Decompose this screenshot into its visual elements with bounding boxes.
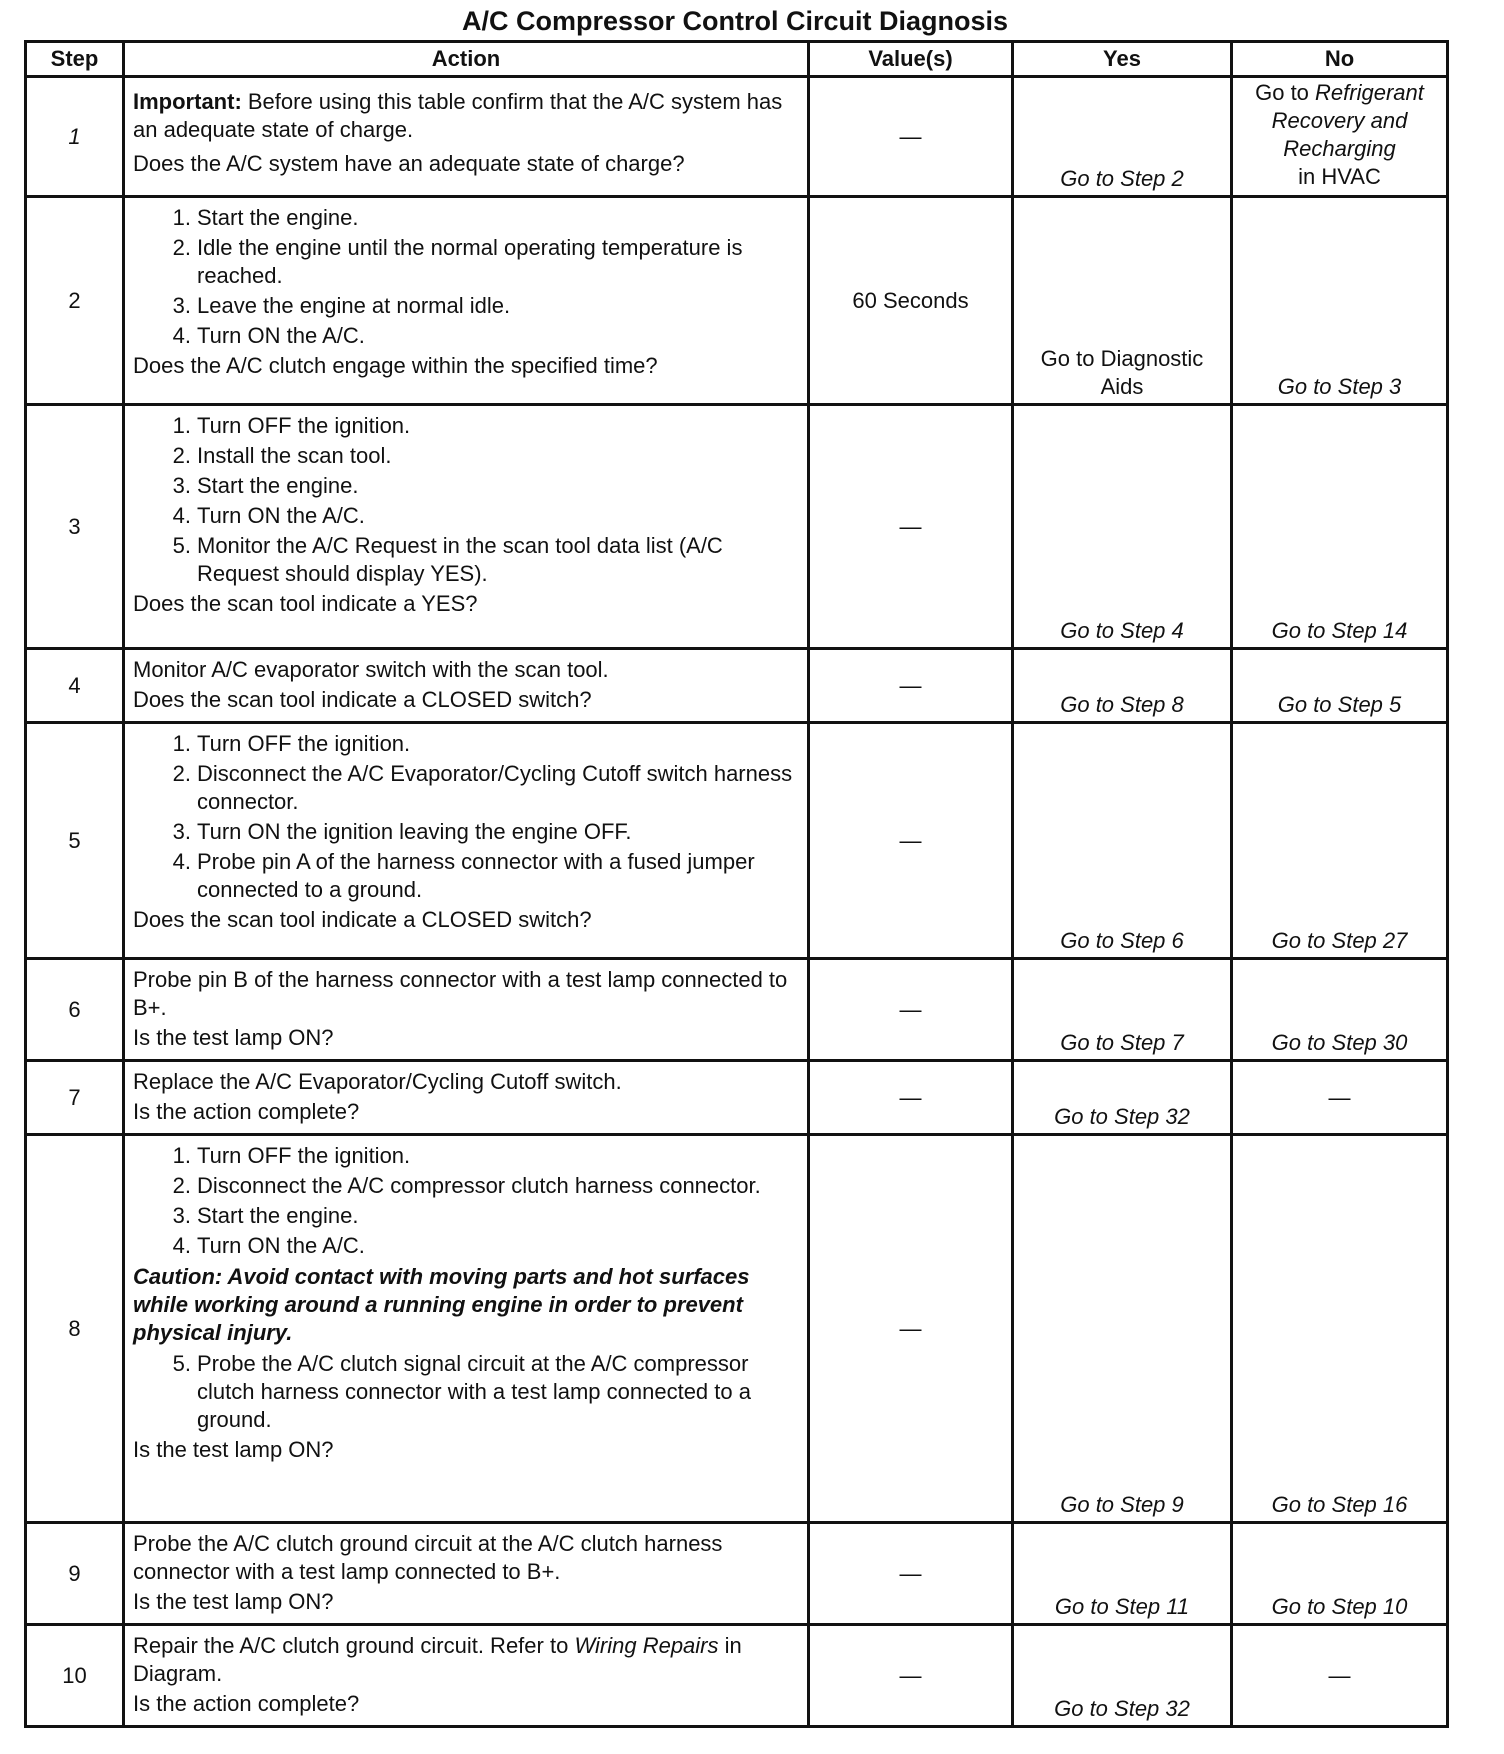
header-no: No	[1232, 42, 1448, 77]
action-cell	[124, 1625, 809, 1727]
table-row	[26, 723, 1448, 959]
list-item: 5. Probe the A/C clutch signal circuit at the A/C compressor clutch harness connector with a test lamp connected to a ground.	[172, 1351, 751, 1432]
question-text: Does the scan tool indicate a YES?	[133, 591, 478, 616]
important-text: Before using this table confirm that the A/C system has an adequate state of charge.	[133, 89, 783, 142]
action-text: Probe the A/C clutch ground circuit at the A/C clutch harness connector with a test lamp connected to B+.	[133, 1531, 723, 1584]
question-text: Is the test lamp ON?	[133, 1025, 334, 1050]
no-cell: —	[1232, 1625, 1448, 1727]
wiring-repairs-reference: Wiring Repairs	[574, 1633, 719, 1658]
action-cell	[124, 197, 809, 405]
yes-cell: Go to Step 2	[1013, 77, 1232, 197]
list-item: 5. Monitor the A/C Request in the scan tool data list (A/C Request should display YES).	[172, 533, 723, 586]
no-cell	[1232, 77, 1448, 197]
list-item: 2. Disconnect the A/C compressor clutch harness connector.	[172, 1173, 761, 1198]
question-text: Is the action complete?	[133, 1691, 360, 1716]
action-cell	[124, 405, 809, 649]
caution-text: Caution: Avoid contact with moving parts and hot surfaces while working around a running engine in order to prevent physical injury.	[133, 1264, 750, 1345]
list-item: 1. Turn OFF the ignition.	[172, 1143, 411, 1168]
yes-cell: Go to Step 8	[1013, 649, 1232, 723]
step-number: 10	[26, 1625, 124, 1727]
header-step: Step	[26, 42, 124, 77]
step-number: 5	[26, 723, 124, 959]
question-text: Does the A/C clutch engage within the specified time?	[133, 353, 658, 378]
action-cell	[124, 1135, 809, 1523]
value-cell: —	[809, 405, 1013, 649]
value-cell: —	[809, 1625, 1013, 1727]
page-title: A/C Compressor Control Circuit Diagnosis	[461, 6, 1009, 36]
no-cell: Go to Step 16	[1232, 1135, 1448, 1523]
important-label: Important:	[133, 89, 242, 114]
yes-cell: Go to Diagnostic Aids	[1013, 197, 1232, 405]
list-item: 1. Turn OFF the ignition.	[172, 413, 411, 438]
value-cell: —	[809, 959, 1013, 1061]
no-cell: Go to Step 3	[1232, 197, 1448, 405]
value-cell: —	[809, 1061, 1013, 1135]
list-item: 4. Probe pin A of the harness connector with a fused jumper connected to a ground.	[172, 849, 755, 902]
table-header-row	[26, 42, 1448, 77]
question-text: Does the scan tool indicate a CLOSED switch?	[133, 687, 592, 712]
table-row	[26, 1625, 1448, 1727]
action-cell	[124, 959, 809, 1061]
table-row	[26, 77, 1448, 197]
no-cell: Go to Step 10	[1232, 1523, 1448, 1625]
step-number: 4	[26, 649, 124, 723]
action-cell	[124, 723, 809, 959]
table-row	[26, 959, 1448, 1061]
value-cell: 60 Seconds	[809, 197, 1013, 405]
yes-cell: Go to Step 6	[1013, 723, 1232, 959]
no-cell: —	[1232, 1061, 1448, 1135]
list-item: 3. Leave the engine at normal idle.	[172, 293, 511, 318]
question-text: Does the scan tool indicate a CLOSED switch?	[133, 907, 592, 932]
action-cell	[124, 77, 809, 197]
step-number: 7	[26, 1061, 124, 1135]
no-suffix: in HVAC	[1298, 164, 1381, 189]
value-cell: —	[809, 1523, 1013, 1625]
table-row	[26, 1061, 1448, 1135]
yes-cell: Go to Step 11	[1013, 1523, 1232, 1625]
table-row	[26, 197, 1448, 405]
action-text: Replace the A/C Evaporator/Cycling Cutoff switch.	[133, 1069, 622, 1094]
yes-cell: Go to Step 9	[1013, 1135, 1232, 1523]
diagnosis-table	[24, 40, 1449, 1728]
header-action: Action	[124, 42, 809, 77]
step-number: 1	[26, 77, 124, 197]
no-prefix: Go to	[1255, 80, 1316, 105]
list-item: 4. Turn ON the A/C.	[172, 503, 365, 528]
step-number: 2	[26, 197, 124, 405]
list-item: 1. Start the engine.	[172, 205, 359, 230]
no-cell: Go to Step 30	[1232, 959, 1448, 1061]
step-number: 9	[26, 1523, 124, 1625]
question-text: Is the test lamp ON?	[133, 1589, 334, 1614]
question-text: Is the action complete?	[133, 1099, 360, 1124]
list-item: 3. Turn ON the ignition leaving the engine OFF.	[172, 819, 632, 844]
yes-cell: Go to Step 7	[1013, 959, 1232, 1061]
list-item: 2. Install the scan tool.	[172, 443, 392, 468]
step-number: 3	[26, 405, 124, 649]
action-cell	[124, 1061, 809, 1135]
list-item: 4. Turn ON the A/C.	[172, 323, 365, 348]
list-item: 3. Start the engine.	[172, 1203, 359, 1228]
action-text: Probe pin B of the harness connector with a test lamp connected to B+.	[133, 967, 788, 1020]
yes-cell: Go to Step 32	[1013, 1061, 1232, 1135]
list-item: 3. Start the engine.	[172, 473, 359, 498]
table-row	[26, 1135, 1448, 1523]
yes-cell: Go to Step 4	[1013, 405, 1232, 649]
no-cell: Go to Step 14	[1232, 405, 1448, 649]
action-cell	[124, 1523, 809, 1625]
value-cell: —	[809, 1135, 1013, 1523]
list-item: 2. Idle the engine until the normal operating temperature is reached.	[172, 235, 743, 288]
action-text: Repair the A/C clutch ground circuit. Refer to Wiring Repairs in Diagram.	[133, 1633, 742, 1686]
action-text: Monitor A/C evaporator switch with the scan tool.	[133, 657, 609, 682]
table-row	[26, 405, 1448, 649]
step-number: 8	[26, 1135, 124, 1523]
action-cell	[124, 649, 809, 723]
no-cell: Go to Step 5	[1232, 649, 1448, 723]
list-item: 2. Disconnect the A/C Evaporator/Cycling Cutoff switch harness connector.	[172, 761, 793, 814]
no-cell: Go to Step 27	[1232, 723, 1448, 959]
yes-cell: Go to Step 32	[1013, 1625, 1232, 1727]
list-item: 4. Turn ON the A/C.	[172, 1233, 365, 1258]
header-values: Value(s)	[809, 42, 1013, 77]
no-reference: Refrigerant Recovery and Recharging	[1271, 80, 1424, 161]
question-text: Is the test lamp ON?	[133, 1437, 334, 1462]
value-cell: —	[809, 77, 1013, 197]
question-text: Does the A/C system have an adequate state of charge?	[133, 151, 685, 176]
header-yes: Yes	[1013, 42, 1232, 77]
table-row	[26, 649, 1448, 723]
value-cell: —	[809, 649, 1013, 723]
value-cell: —	[809, 723, 1013, 959]
list-item: 1. Turn OFF the ignition.	[172, 731, 411, 756]
step-number: 6	[26, 959, 124, 1061]
table-row	[26, 1523, 1448, 1625]
